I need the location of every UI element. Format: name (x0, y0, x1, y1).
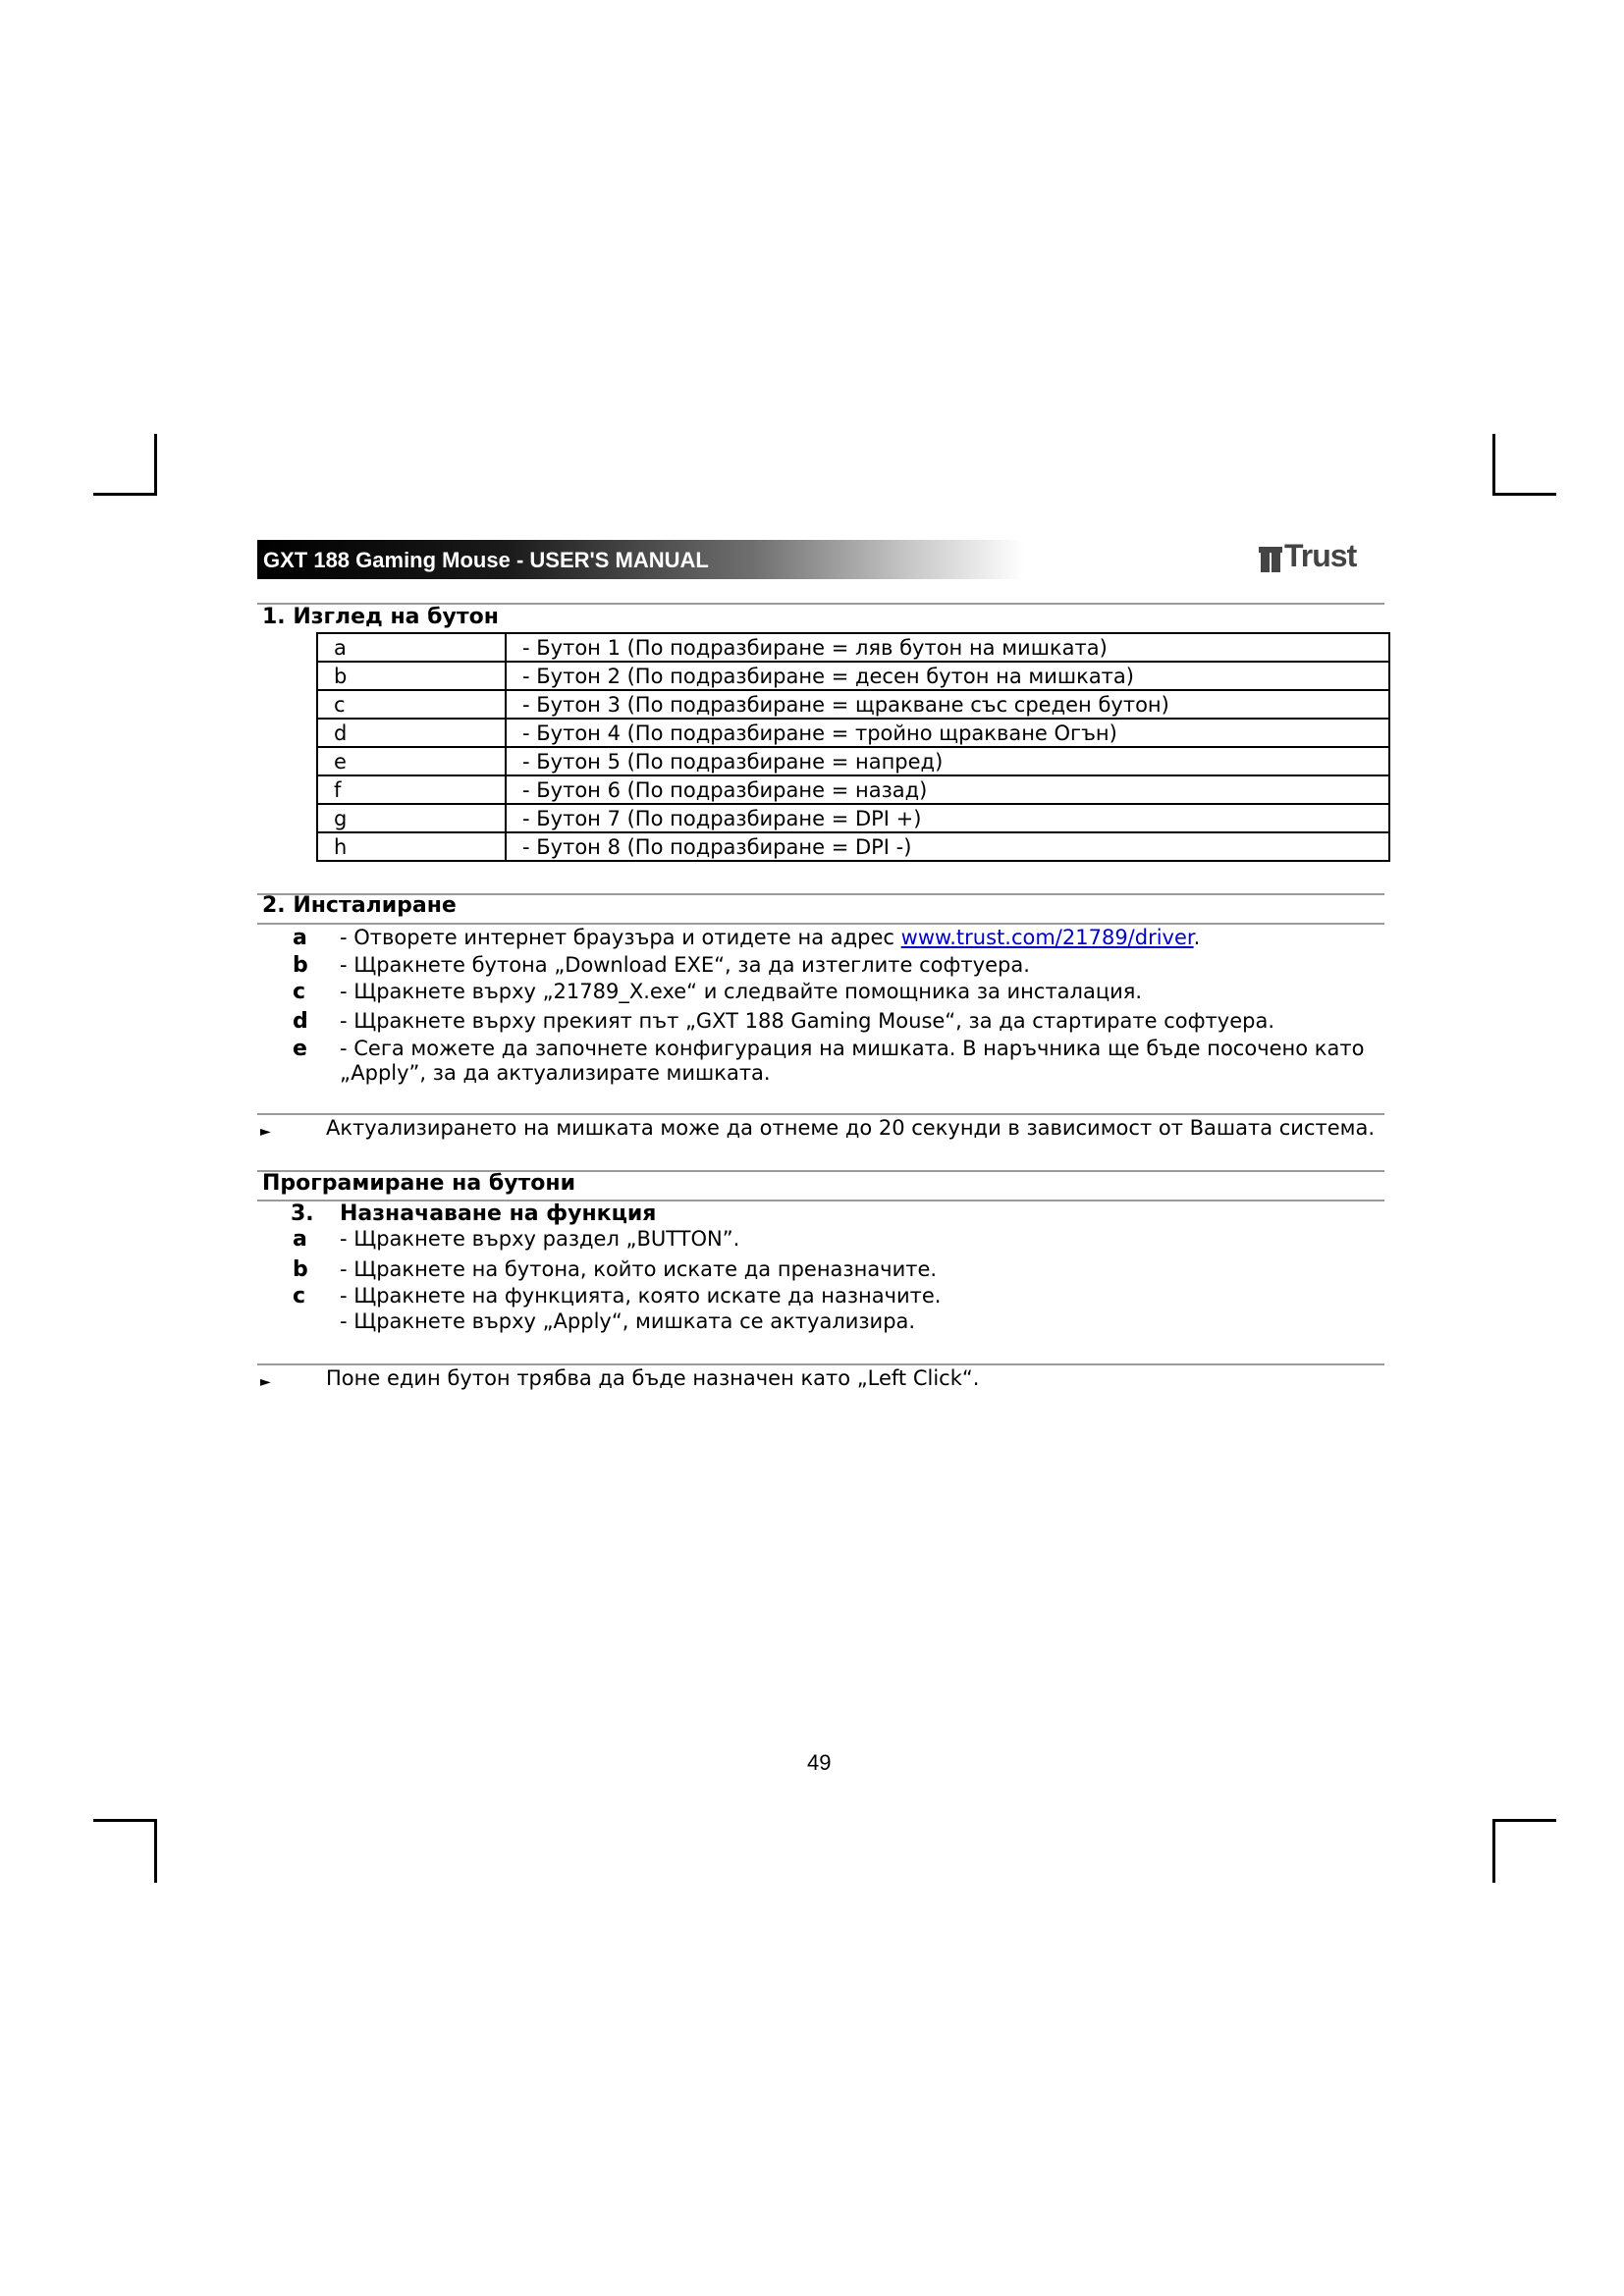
step-text-end: . (1193, 926, 1201, 949)
step-letter: a (293, 1227, 307, 1252)
assign-step-apply: - Щракнете върху „Apply“, мишката се актуализира. (340, 1309, 916, 1333)
note1-rule (257, 1113, 1384, 1115)
section3-title: Програмиране на бутони (262, 1171, 576, 1196)
install-step-c: - Щракнете върху „21789_X.exe“ и следвайте помощника за инсталация. (340, 980, 1143, 1003)
crop-mark-top-left-v (154, 434, 157, 495)
step-letter: b (293, 953, 308, 978)
button-description: - Бутон 5 (По подразбиране = напред) (506, 747, 1389, 775)
install-step-e-continuation: „Apply”, за да актуализирате мишката. (340, 1061, 771, 1085)
section2-rule-bottom (257, 923, 1384, 925)
button-description: - Бутон 8 (По подразбиране = DPI -) (506, 832, 1389, 861)
subsection-title: Назначаване на функция (340, 1201, 657, 1226)
button-letter: g (317, 804, 506, 832)
section2-title: 2. Инсталиране (262, 893, 457, 918)
crop-mark-bottom-right-v (1492, 1819, 1495, 1883)
install-step-b: - Щракнете бутона „Download EXE“, за да изтеглите софтуера. (340, 953, 1030, 977)
table-row (317, 690, 1389, 719)
table-row (317, 804, 1389, 832)
table-row (317, 832, 1389, 861)
install-step-a (340, 926, 1200, 949)
button-letter: a (317, 633, 506, 662)
step-letter: e (293, 1037, 307, 1061)
step-letter: b (293, 1257, 308, 1282)
manual-title (263, 548, 709, 573)
button-letter: f (317, 775, 506, 804)
manual-title-label: USER'S MANUAL (529, 548, 709, 572)
crop-mark-top-right-h (1492, 493, 1556, 496)
button-layout-table (316, 632, 1390, 862)
button-description: - Бутон 3 (По подразбиране = щракване със среден бутон) (506, 690, 1389, 719)
trust-logo-text: Trust (1284, 538, 1357, 573)
button-letter: b (317, 662, 506, 690)
button-letter: c (317, 690, 506, 719)
table-row (317, 775, 1389, 804)
crop-mark-top-left-h (93, 493, 157, 496)
note-update-time: Актуализирането на мишката може да отнеме до 20 секунди в зависимост от Вашата система. (326, 1116, 1376, 1140)
note-left-click: Поне един бутон трябва да бъде назначен като „Left Click“. (326, 1366, 980, 1390)
subsection-number: 3. (291, 1201, 314, 1226)
table-row (317, 747, 1389, 775)
note2-rule (257, 1363, 1384, 1365)
step-letter: c (293, 980, 306, 1004)
button-letter: h (317, 832, 506, 861)
note-arrow-icon: ► (260, 1124, 271, 1140)
step-letter: c (293, 1284, 306, 1308)
button-description: - Бутон 7 (По подразбиране = DPI +) (506, 804, 1389, 832)
step-text: - Отворете интернет браузъра и отидете на адрес (340, 926, 901, 949)
table-row (317, 633, 1389, 662)
button-description: - Бутон 2 (По подразбиране = десен бутон на мишката) (506, 662, 1389, 690)
step-letter: d (293, 1009, 308, 1034)
manual-title-product: GXT 188 Gaming Mouse - (263, 548, 530, 572)
table-row (317, 719, 1389, 747)
button-description: - Бутон 1 (По подразбиране = ляв бутон на мишката) (506, 633, 1389, 662)
section1-title: 1. Изглед на бутон (262, 605, 499, 629)
assign-step-c: - Щракнете на функцията, която искате да назначите. (340, 1284, 942, 1308)
button-description: - Бутон 4 (По подразбиране = тройно щракване Огън) (506, 719, 1389, 747)
crop-mark-top-right-v (1492, 434, 1495, 495)
crop-mark-bottom-left-h (93, 1819, 157, 1822)
assign-step-a: - Щракнете върху раздел „BUTTON”. (340, 1227, 740, 1251)
button-letter: d (317, 719, 506, 747)
step-letter: a (293, 926, 307, 950)
assign-step-b: - Щракнете на бутона, който искате да преназначите. (340, 1257, 938, 1281)
button-description: - Бутон 6 (По подразбиране = назад) (506, 775, 1389, 804)
install-step-d: - Щракнете върху прекият път „GXT 188 Gaming Mouse“, за да стартирате софтуера. (340, 1009, 1274, 1033)
crop-mark-bottom-left-v (154, 1819, 157, 1883)
note-arrow-icon: ► (260, 1374, 271, 1390)
table-row (317, 662, 1389, 690)
button-letter: e (317, 747, 506, 775)
crop-mark-bottom-right-h (1492, 1819, 1556, 1822)
driver-link[interactable]: www.trust.com/21789/driver (900, 926, 1194, 949)
page-number: 49 (807, 1750, 832, 1775)
install-step-e: - Сега можете да започнете конфигурация на мишката. В наръчника ще бъде посочено като (340, 1037, 1365, 1060)
